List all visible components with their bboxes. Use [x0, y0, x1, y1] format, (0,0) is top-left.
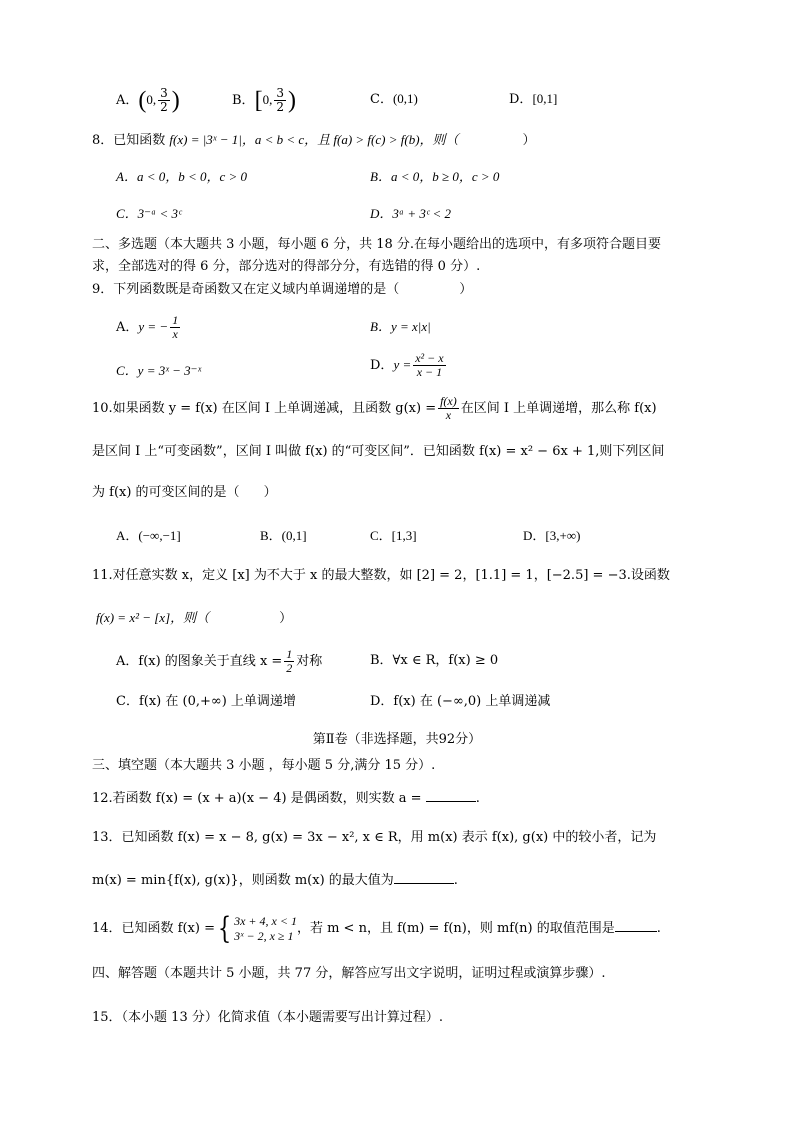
q11-option-c[interactable]: C．f(x) 在 (0,+∞) 上单调递增 [116, 694, 296, 709]
q11-line2 [96, 609, 292, 628]
q15-stem: 15．（本小题 13 分）化简求值（本小题需要写出计算过程）. [92, 1010, 443, 1025]
q8-option-c[interactable]: C．3⁻ᵃ < 3ᶜ [116, 206, 182, 221]
section3-heading: 三、填空题（本大题共 3 小题 ，每小题 5 分,满分 15 分）. [92, 758, 436, 773]
q12-end: . [475, 791, 480, 806]
q8-option-b[interactable]: B．a < 0，b ≥ 0，c > 0 [370, 169, 500, 184]
q9-d-label: D． [370, 358, 394, 373]
q7-b-fraction: $\frac{3}{2}$ [276, 86, 284, 114]
q10-line3 [92, 484, 277, 502]
q14-end: . [656, 921, 661, 936]
q14-lead: 14．已知函数 f(x) = [92, 921, 215, 936]
q10-line2: 是区间 I 上“可变函数”，区间 I 叫做 f(x) 的“可变区间”．已知函数 f(x) = x² − 6x + 1,则下列区间 [92, 444, 665, 459]
q10-option-b[interactable]: B．(0,1] [260, 528, 307, 543]
q8-condition: ，a < b < c，且 f(a) > f(c) > f(b)，则（ [241, 132, 459, 147]
q11-close-paren: ） [279, 611, 293, 626]
q11-option-a[interactable] [116, 648, 322, 675]
q9-d-expr: y = [393, 357, 412, 372]
q10-option-c[interactable]: C．[1,3] [370, 528, 417, 543]
q13-line1: 13．已知函数 f(x) = x − 8, g(x) = 3x − x², x ∈ R，用 m(x) 表示 f(x), g(x) 中的较小者，记为 [92, 830, 657, 845]
q11-a-suffix: 对称 [296, 654, 323, 669]
q9-option-b[interactable]: B．y = x|x| [370, 319, 431, 334]
q11-line1: 11.对任意实数 x，定义 [x] 为不大于 x 的最大整数，如 [2] = 2，[1.1] = 1，[−2.5] = −3.设函数 [92, 568, 670, 583]
q11-option-d[interactable]: D．f(x) 在 (−∞,0) 上单调递减 [370, 694, 551, 709]
q13-line2 [92, 869, 458, 890]
q10-line1-part2: 在区间 I 上单调递增，那么称 f(x) [460, 401, 657, 416]
q7-c-label: C． [370, 92, 393, 107]
q9-stem-text: 9．下列函数既是奇函数又在定义域内单调递增的是（ [92, 282, 400, 297]
q10-fraction: $\frac{f(x)}{x}$ [440, 394, 457, 422]
section2-heading-line2: 求，全部选对的得 6 分，部分选对的得部分分，有选错的得 0 分）. [92, 259, 481, 274]
q9-option-a[interactable] [116, 314, 182, 341]
q9-option-d[interactable] [370, 352, 448, 379]
q9-option-c[interactable]: C．y = 3ˣ − 3⁻ˣ [116, 363, 202, 378]
q11-a-text: A．f(x) 的图象关于直线 x = [116, 654, 283, 669]
q9-stem [92, 281, 472, 299]
section4-heading: 四、解答题（本题共计 5 小题，共 77 分，解答应写出文字说明，证明过程或演算步骤）. [92, 966, 606, 981]
q14-piecewise: 3x + 4, x < 1 3ˣ − 2, x ≥ 1 [234, 913, 297, 943]
q9-close-paren: ） [459, 282, 473, 297]
q8-option-d[interactable]: D．3ᵃ + 3ᶜ < 2 [370, 206, 452, 221]
q9-a-label: A． [116, 320, 139, 335]
q11-line2-text: f(x) = x² − [x]，则（ [96, 610, 210, 625]
q9-a-expr: y = − [138, 319, 169, 334]
q7-d-value: [0,1] [532, 91, 558, 106]
q7-b-label: B． [232, 93, 255, 108]
q11-a-fraction: $\frac{1}{2}$ [286, 647, 293, 675]
q7-option-d[interactable] [509, 90, 557, 109]
q7-option-c[interactable] [370, 90, 418, 109]
q7-option-b[interactable]: B．[0, $\frac{3}{2}$ ) [232, 86, 296, 114]
q8-close-paren: ） [522, 133, 536, 148]
section2-heading-line1: 二、多选题（本大题共 3 小题，每小题 6 分，共 18 分.在每小题给出的选项中，有多项符合题目要 [92, 237, 662, 252]
part2-title: 第Ⅱ卷（非选择题，共92分） [312, 732, 482, 747]
q7-c-value: (0,1) [392, 91, 418, 106]
q14-answer-blank[interactable] [615, 917, 657, 932]
q7-a-label: A． [116, 93, 139, 108]
q12-answer-blank[interactable] [426, 787, 476, 802]
q8-option-a[interactable]: A．a < 0，b < 0，c > 0 [116, 169, 248, 184]
q9-d-fraction: $\frac{\text{x² − x}}{x - 1}$ [415, 351, 444, 379]
q7-a-fraction: $\frac{3}{2}$ [160, 86, 168, 114]
q8-function: f(x) = |3ˣ − 1| [169, 132, 242, 147]
q9-a-fraction: $\frac{1}{x}$ [172, 313, 179, 341]
q8-lead: 8．已知函数 [92, 133, 166, 148]
q8-stem [92, 131, 536, 150]
q12-text: 12.若函数 f(x) = (x + a)(x − 4) 是偶函数，则实数 a = [92, 791, 422, 806]
q7-options-row [116, 87, 180, 114]
q10-line1-part1: 10.如果函数 y = f(x) 在区间 I 上单调递减，且函数 g(x) = [92, 401, 437, 416]
q10-line1 [92, 395, 657, 422]
q7-b-value: 0, [262, 92, 273, 107]
q10-option-a[interactable]: A．(−∞,−1] [116, 528, 181, 543]
q13-answer-blank[interactable] [394, 869, 454, 884]
q10-option-d[interactable]: D．[3,+∞) [523, 528, 581, 543]
q13-end: . [453, 873, 458, 888]
q10-close-paren: ） [263, 485, 277, 500]
q10-line3-text: 为 f(x) 的可变区间的是（ [92, 485, 240, 500]
q14-stem: 14．已知函数 f(x) ={ 3x + 4, x < 1 3ˣ − 2, x ≥ 1 ，若 m < n，且 f(m) = f(n)，则 mf(n) 的取值范围是 . [92, 910, 661, 946]
q13-line2-text: m(x) = min{f(x), g(x)}，则函数 m(x) 的最大值为 [92, 873, 394, 888]
q7-a-value: 0, [146, 92, 157, 107]
q12-stem [92, 787, 480, 808]
q14-tail: ，若 m < n，且 f(m) = f(n)，则 mf(n) 的取值范围是 [296, 921, 615, 936]
q7-option-a[interactable]: A．(0, $\frac{3}{2}$ ) [116, 86, 180, 114]
q11-option-b[interactable]: B．∀x ∈ R，f(x) ≥ 0 [370, 653, 499, 668]
q7-d-label: D． [509, 92, 533, 107]
